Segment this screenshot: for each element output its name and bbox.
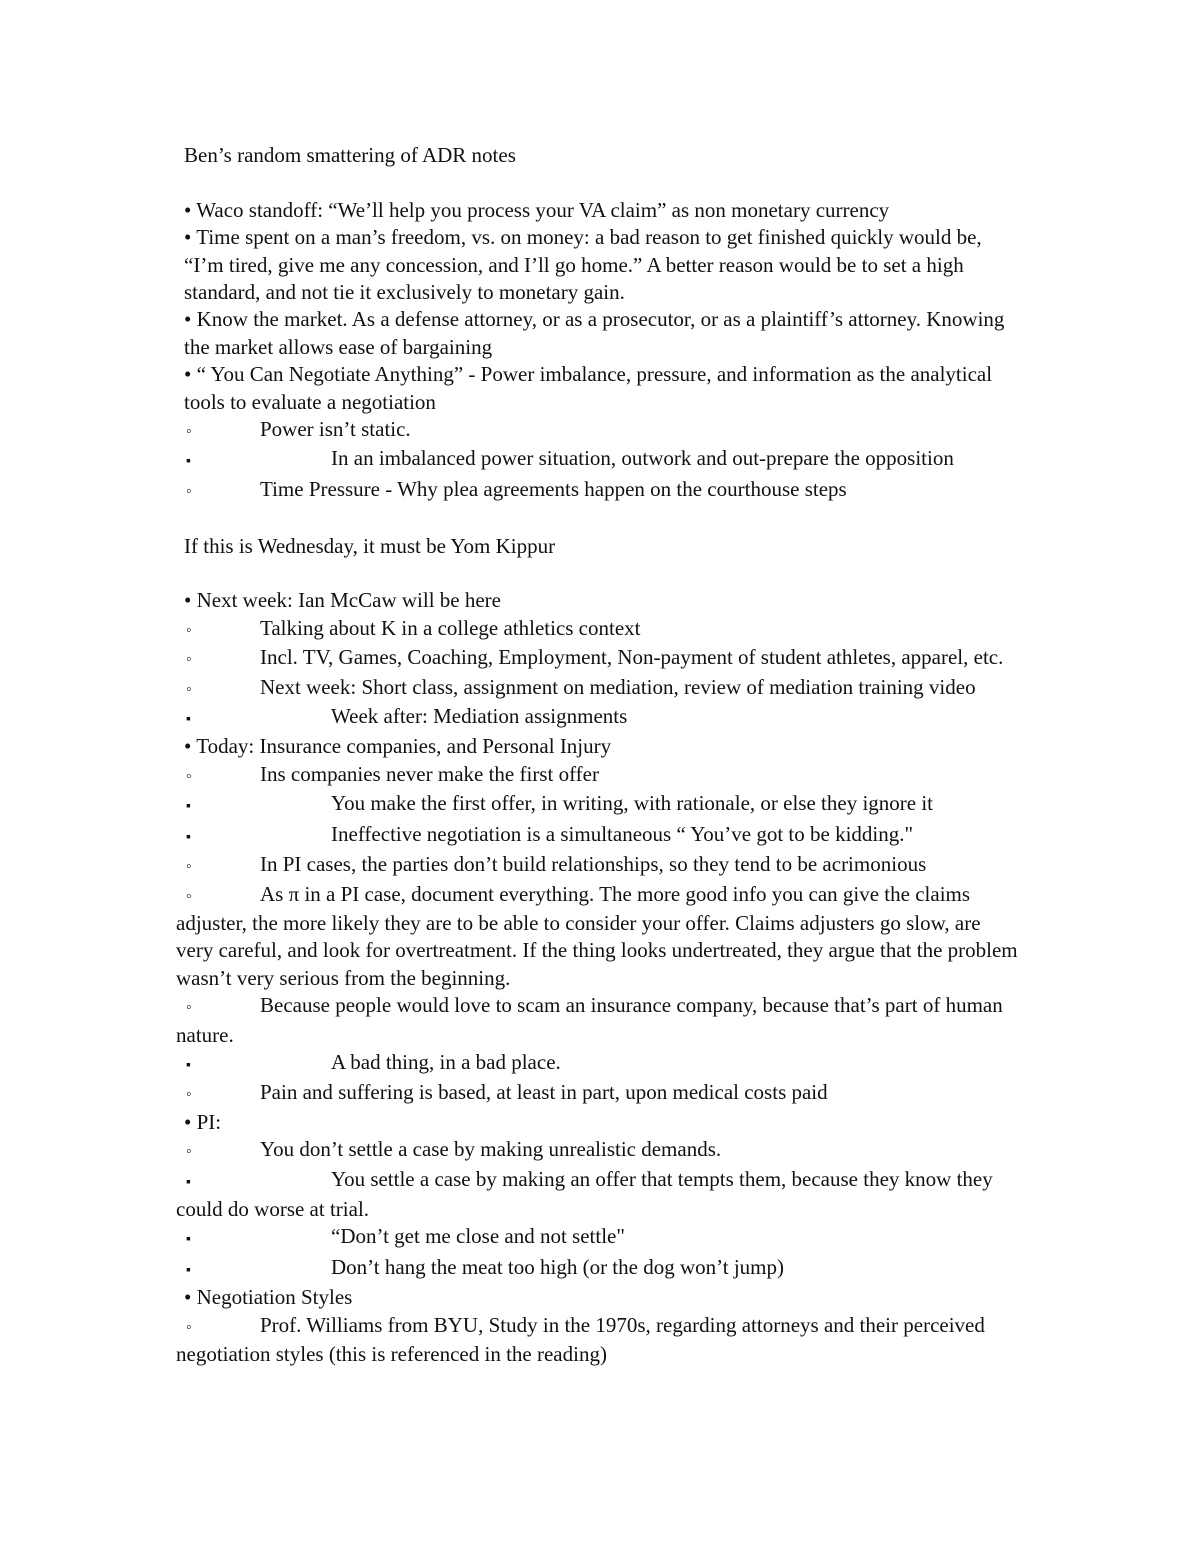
note-text: “ You Can Negotiate Anything” - Power imbalance, pressure, and information as the analytical tools to evaluate a negotiation — [184, 362, 993, 414]
blank-line — [176, 505, 1021, 532]
note-text: Talking about K in a college athletics context — [260, 615, 641, 640]
note-text: You don’t settle a case by making unrealistic demands. — [260, 1137, 722, 1162]
note-text: Week after: Mediation assignments — [331, 704, 628, 729]
square-bullet-icon: ▪ — [186, 1232, 191, 1248]
note-text: In an imbalanced power situation, outwork and out-prepare the opposition — [331, 446, 954, 471]
note-item-level-2 — [176, 1136, 1021, 1165]
note-text: “Don’t get me close and not settle" — [331, 1224, 625, 1249]
bullet-icon: • — [184, 225, 197, 250]
note-text: You make the first offer, in writing, with rationale, or else they ignore it — [331, 791, 934, 816]
note-item-level-1 — [176, 224, 1021, 306]
note-text: Time Pressure - Why plea agreements happen on the courthouse steps — [260, 476, 847, 501]
note-item-level-2 — [176, 881, 1021, 993]
note-text: Negotiation Styles — [196, 1285, 353, 1310]
square-bullet-icon: ▪ — [186, 454, 191, 470]
note-item-level-1 — [176, 733, 1021, 760]
bullet-icon: • — [184, 307, 197, 332]
note-text: Don’t hang the meat too high (or the dog won’t jump) — [331, 1254, 784, 1279]
note-text: Next week: Ian McCaw will be here — [196, 588, 501, 613]
note-item-level-3 — [176, 703, 1021, 733]
note-item-level-3 — [176, 821, 1021, 851]
square-bullet-icon: ▪ — [186, 829, 191, 845]
circle-bullet-icon: ◦ — [186, 1318, 192, 1336]
note-text: Time spent on a man’s freedom, vs. on money: a bad reason to get finished quickly would be, “I’m tired, give me any concession, and I’ll go home.” A better reason would be to set a high standard, and not tie it exclusively to monetary gain. — [184, 225, 982, 305]
notes-list-section-2 — [176, 587, 1021, 1368]
bullet-icon: • — [184, 588, 197, 613]
note-text: Prof. Williams from BYU, Study in the 1970s, regarding attorneys and their perceived negotiation styles (this is referenced in the reading) — [176, 1312, 985, 1367]
circle-bullet-icon: ◦ — [186, 680, 192, 698]
bullet-icon: • — [184, 362, 197, 387]
note-text: In PI cases, the parties don’t build relationships, so they tend to be acrimonious — [260, 852, 927, 877]
note-text: Pain and suffering is based, at least in part, upon medical costs paid — [260, 1080, 828, 1105]
note-item-level-3 — [176, 790, 1021, 820]
square-bullet-icon: ▪ — [186, 712, 191, 728]
circle-bullet-icon: ◦ — [186, 423, 192, 441]
note-item-level-2 — [176, 761, 1021, 790]
note-item-level-1 — [176, 197, 1021, 224]
blank-line — [176, 169, 1021, 196]
note-item-level-1 — [176, 361, 1021, 416]
circle-bullet-icon: ◦ — [186, 1143, 192, 1161]
circle-bullet-icon: ◦ — [186, 482, 192, 500]
bullet-icon: • — [184, 1109, 197, 1134]
circle-bullet-icon: ◦ — [186, 767, 192, 785]
note-item-level-2 — [176, 476, 1021, 505]
note-item-level-3 — [176, 1049, 1021, 1079]
note-text: A bad thing, in a bad place. — [331, 1049, 561, 1074]
document-page — [176, 142, 1021, 1368]
note-text: PI: — [196, 1109, 222, 1134]
note-item-level-1 — [176, 1284, 1021, 1311]
note-item-level-3 — [176, 1254, 1021, 1284]
square-bullet-icon: ▪ — [186, 799, 191, 815]
note-item-level-3 — [176, 1166, 1021, 1224]
note-item-level-2 — [176, 1079, 1021, 1108]
note-item-level-1 — [176, 306, 1021, 361]
note-text: Power isn’t static. — [260, 417, 411, 442]
note-item-level-2 — [176, 992, 1021, 1049]
note-item-level-1 — [176, 587, 1021, 614]
circle-bullet-icon: ◦ — [186, 887, 192, 905]
note-text: You settle a case by making an offer that tempts them, because they know they could do worse at trial. — [176, 1166, 993, 1221]
note-text: Ins companies never make the first offer — [260, 761, 599, 786]
note-item-level-2 — [176, 674, 1021, 703]
note-text: As π in a PI case, document everything. The more good info you can give the claims adjuster, the more likely they are to be able to consider your offer. Claims adjusters go slow, are very careful, and look for overtreatment. If the thing looks undertreated, they argue that the problem wasn’t very serious from the beginning. — [176, 881, 1018, 990]
bullet-icon: • — [184, 734, 197, 759]
circle-bullet-icon: ◦ — [186, 651, 192, 669]
section-title-yom-kippur: If this is Wednesday, it must be Yom Kippur — [184, 533, 556, 558]
note-item-level-2 — [176, 1312, 1021, 1369]
note-item-level-2 — [176, 644, 1021, 673]
square-bullet-icon: ▪ — [186, 1262, 191, 1278]
notes-list-section-1 — [176, 197, 1021, 505]
circle-bullet-icon: ◦ — [186, 621, 192, 639]
circle-bullet-icon: ◦ — [186, 858, 192, 876]
blank-line — [176, 560, 1021, 587]
note-item-level-1 — [176, 1109, 1021, 1136]
note-text: Waco standoff: “We’ll help you process your VA claim” as non monetary currency — [196, 197, 890, 222]
note-item-level-2 — [176, 615, 1021, 644]
note-text: Because people would love to scam an insurance company, because that’s part of human nature. — [176, 993, 1003, 1047]
note-text: Today: Insurance companies, and Personal Injury — [196, 734, 612, 759]
note-text: Know the market. As a defense attorney, or as a prosecutor, or as a plaintiff’s attorney. Knowing the market allows ease of bargaining — [184, 307, 1005, 359]
note-text: Next week: Short class, assignment on mediation, review of mediation training video — [260, 674, 976, 699]
section-title-adr-notes: Ben’s random smattering of ADR notes — [184, 143, 516, 167]
note-text: Ineffective negotiation is a simultaneous “ You’ve got to be kidding." — [331, 821, 914, 846]
note-item-level-2 — [176, 416, 1021, 445]
circle-bullet-icon: ◦ — [186, 1086, 192, 1104]
bullet-icon: • — [184, 1285, 197, 1310]
square-bullet-icon: ▪ — [186, 1174, 191, 1190]
note-item-level-2 — [176, 851, 1021, 880]
circle-bullet-icon: ◦ — [186, 999, 192, 1017]
note-item-level-3 — [176, 1223, 1021, 1253]
square-bullet-icon: ▪ — [186, 1057, 191, 1073]
note-item-level-3 — [176, 445, 1021, 475]
bullet-icon: • — [184, 197, 197, 222]
note-text: Incl. TV, Games, Coaching, Employment, Non-payment of student athletes, apparel, etc. — [260, 645, 1004, 670]
